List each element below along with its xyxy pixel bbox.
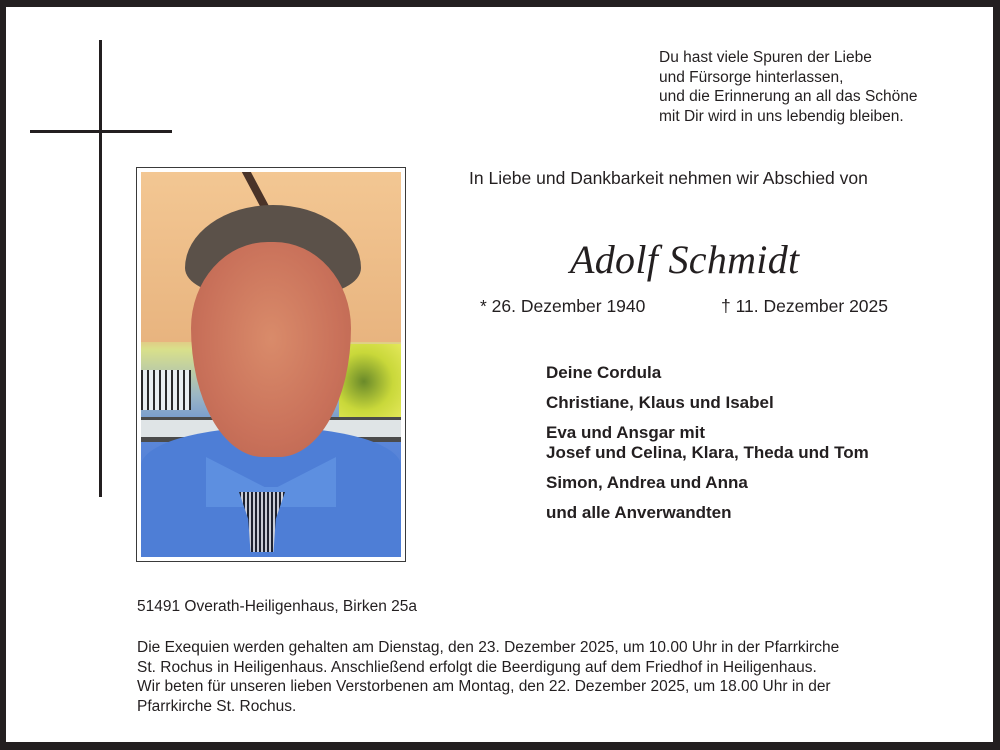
- birth-date: * 26. Dezember 1940: [480, 296, 646, 316]
- intro-text: In Liebe und Dankbarkeit nehmen wir Abschied von: [469, 168, 868, 188]
- family-line: Eva und Ansgar mit: [546, 423, 706, 442]
- family-entry: [546, 503, 869, 523]
- memorial-verse: [659, 48, 918, 126]
- verse-line: und die Erinnerung an all das Schöne: [659, 88, 918, 105]
- verse-line: und Fürsorge hinterlassen,: [659, 68, 844, 86]
- family-entry: [546, 473, 869, 493]
- verse-line: Du hast viele Spuren der Liebe: [659, 49, 872, 66]
- verse-line: mit Dir wird in uns lebendig bleiben.: [659, 107, 904, 125]
- family-line: Christiane, Klaus und Isabel: [546, 393, 774, 412]
- service-line: Wir beten für unseren lieben Verstorbenen am Montag, den 22. Dezember 2025, um 18.00 Uhr in der: [137, 678, 831, 695]
- death-date: † 11. Dezember 2025: [721, 296, 889, 316]
- service-line: St. Rochus in Heiligenhaus. Anschließend erfolgt die Beerdigung auf dem Friedhof in Heiligenhaus.: [137, 658, 817, 676]
- service-line: Pfarrkirche St. Rochus.: [137, 697, 297, 715]
- portrait-photo: [141, 172, 401, 557]
- family-address: 51491 Overath-Heiligenhaus, Birken 25a: [137, 598, 418, 615]
- family-line: Simon, Andrea und Anna: [546, 473, 748, 492]
- service-details: [137, 638, 839, 716]
- cross-icon-vertical-bar: [99, 40, 102, 497]
- family-line: Josef und Celina, Klara, Theda und Tom: [546, 443, 869, 462]
- cross-icon-horizontal-bar: [30, 130, 172, 133]
- portrait-photo-frame: [136, 167, 406, 562]
- family-entry: [546, 393, 869, 413]
- family-line: Deine Cordula: [546, 363, 662, 382]
- service-line: Die Exequien werden gehalten am Dienstag, den 23. Dezember 2025, um 10.00 Uhr in der Pfarrkirche: [137, 639, 840, 656]
- deceased-name: Adolf Schmidt: [570, 237, 800, 282]
- family-line: und alle Anverwandten: [546, 503, 732, 522]
- photo-railing: [141, 370, 191, 410]
- family-entry: [546, 423, 869, 463]
- family-list: [546, 363, 869, 533]
- family-entry: [546, 363, 869, 383]
